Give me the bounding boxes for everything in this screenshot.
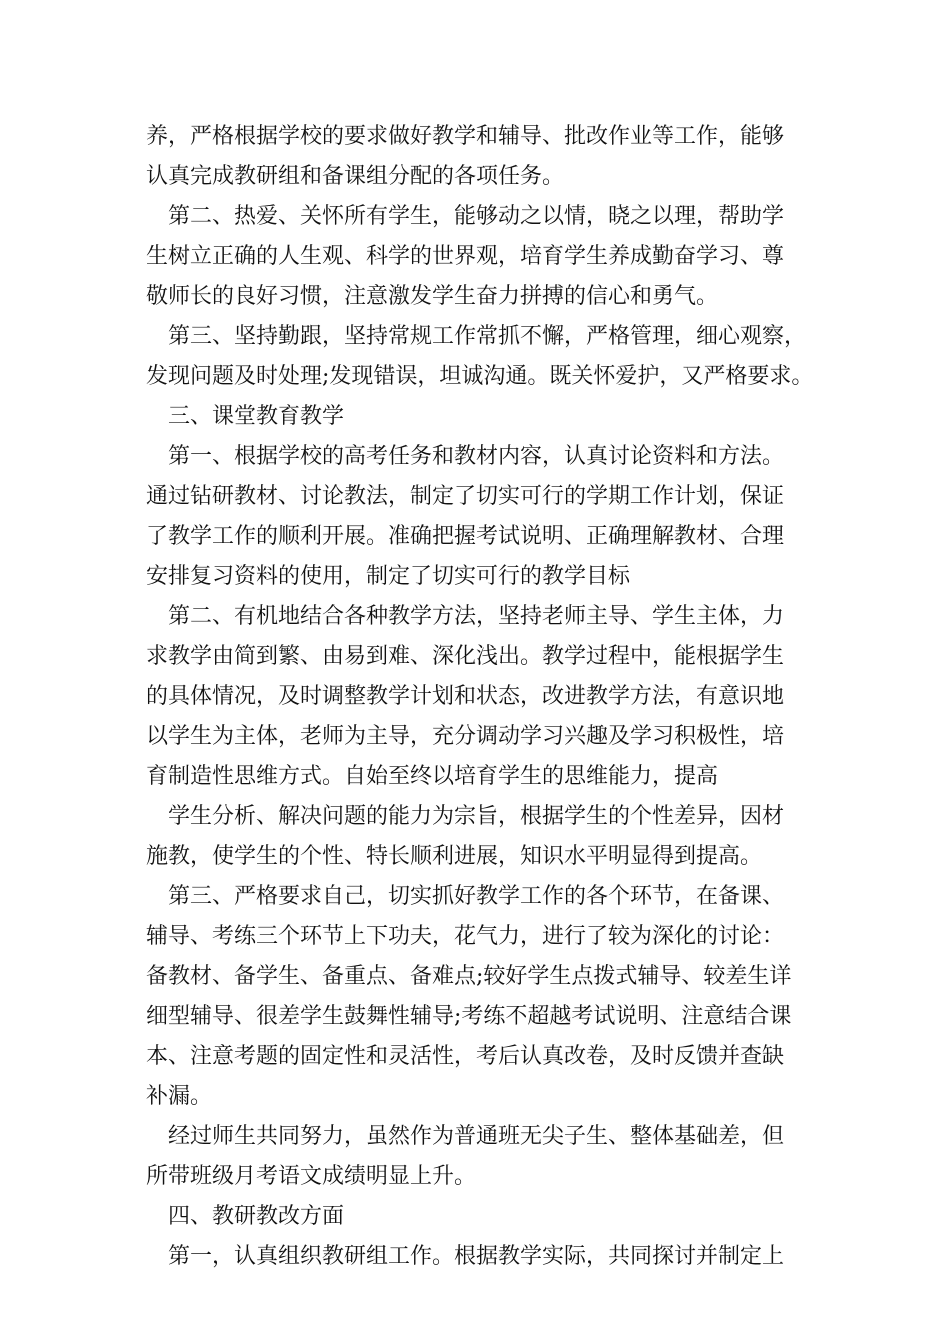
section-heading: 四、教研教改方面: [168, 1204, 345, 1229]
text-line: 第二、有机地结合各种教学方法，坚持老师主导、学生主体，力: [168, 604, 785, 629]
text-line: 发现问题及时处理;发现错误，坦诚沟通。既关怀爱护，又严格要求。: [146, 364, 814, 389]
text-line: 经过师生共同努力，虽然作为普通班无尖子生、整体基础差，但: [168, 1124, 785, 1149]
text-line: 养，严格根据学校的要求做好教学和辅导、批改作业等工作，能够: [146, 124, 785, 149]
text-line: 施教，使学生的个性、特长顺利进展，知识水平明显得到提高。: [146, 844, 763, 869]
text-line: 第二、热爱、关怀所有学生，能够动之以情，晓之以理，帮助学: [168, 204, 785, 229]
text-line: 育制造性思维方式。自始至终以培育学生的思维能力，提高: [146, 764, 719, 789]
document-body: [146, 117, 816, 1277]
text-line: 补漏。: [146, 1084, 213, 1109]
text-line: 第一、根据学校的高考任务和教材内容，认真讨论资料和方法。: [168, 444, 785, 469]
text-line: 认真完成教研组和备课组分配的各项任务。: [146, 164, 565, 189]
section-heading: 三、课堂教育教学: [168, 404, 345, 429]
text-line: 第三、坚持勤跟，坚持常规工作常抓不懈，严格管理，细心观察，: [168, 324, 807, 349]
text-line: 通过钻研教材、讨论教法，制定了切实可行的学期工作计划，保证: [146, 484, 785, 509]
text-line: 学生分析、解决问题的能力为宗旨，根据学生的个性差异，因材: [168, 804, 785, 829]
text-line: 辅导、考练三个环节上下功夫，花气力，进行了较为深化的讨论：: [146, 924, 785, 949]
text-line: 了教学工作的顺利开展。准确把握考试说明、正确理解教材、合理: [146, 524, 785, 549]
text-line: 第一，认真组织教研组工作。根据教学实际，共同探讨并制定上: [168, 1244, 785, 1269]
text-line: 所带班级月考语文成绩明显上升。: [146, 1164, 477, 1189]
text-line: 本、注意考题的固定性和灵活性，考后认真改卷，及时反馈并查缺: [146, 1044, 785, 1069]
text-line: 备教材、备学生、备重点、备难点;较好学生点拨式辅导、较差生详: [146, 964, 792, 989]
text-line: 以学生为主体，老师为主导，充分调动学习兴趣及学习积极性，培: [146, 724, 785, 749]
text-line: 的具体情况，及时调整教学计划和状态，改进教学方法，有意识地: [146, 684, 785, 709]
text-line: 第三、严格要求自己，切实抓好教学工作的各个环节，在备课、: [168, 884, 785, 909]
text-line: 敬师长的良好习惯，注意激发学生奋力拼搏的信心和勇气。: [146, 284, 719, 309]
text-line: 求教学由简到繁、由易到难、深化浅出。教学过程中，能根据学生: [146, 644, 785, 669]
text-line: 安排复习资料的使用，制定了切实可行的教学目标: [146, 564, 631, 589]
text-line: 细型辅导、很差学生鼓舞性辅导;考练不超越考试说明、注意结合课: [146, 1004, 792, 1029]
text-line: 生树立正确的人生观、科学的世界观，培育学生养成勤奋学习、尊: [146, 244, 785, 269]
